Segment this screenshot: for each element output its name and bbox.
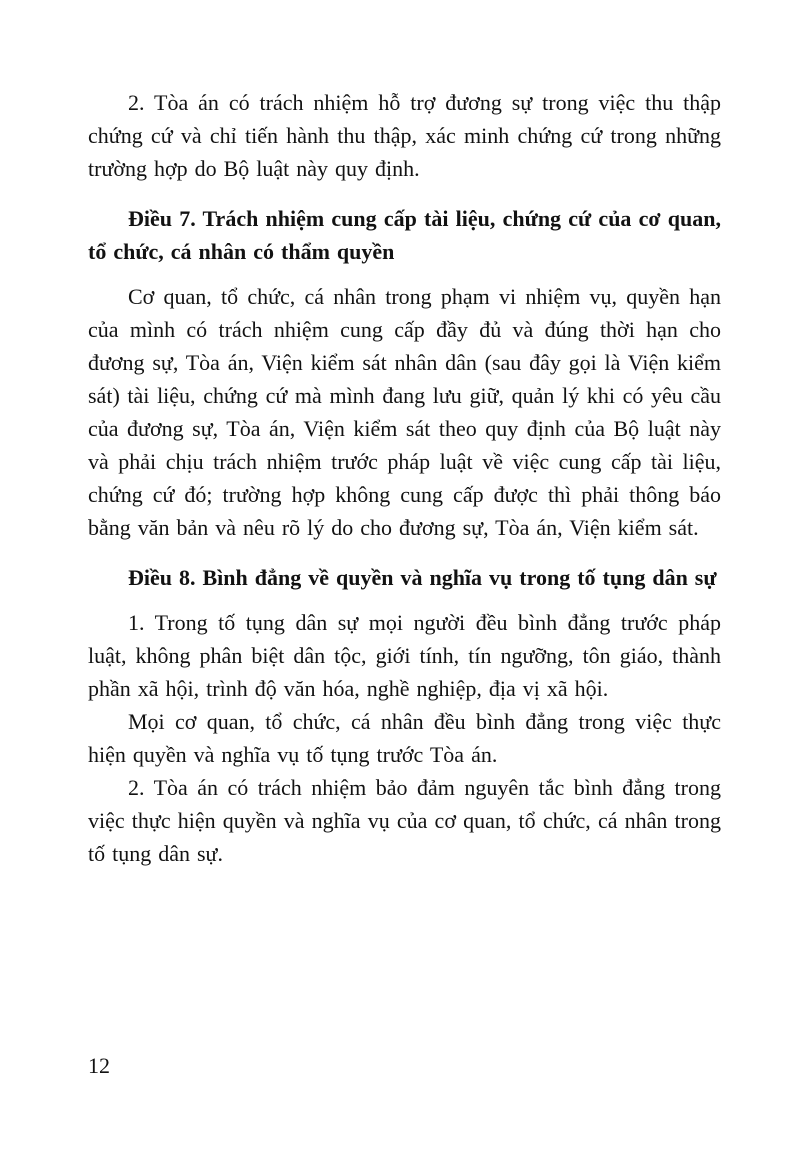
body-paragraph: 2. Tòa án có trách nhiệm bảo đảm nguyên tắc bình đẳng trong việc thực hiện quyền và nghĩa vụ của cơ quan, tổ chức, cá nhân trong tố tụng dân sự. [88, 775, 721, 866]
body-paragraph: Cơ quan, tổ chức, cá nhân trong phạm vi nhiệm vụ, quyền hạn của mình có trách nhiệm cung cấp đầy đủ và đúng thời hạn cho đương sự, Tòa án, Viện kiểm sát nhân dân (sau đây gọi là Viện kiểm sát) tài liệu, chứng cứ mà mình đang lưu giữ, quản lý khi có yêu cầu của đương sự, Tòa án, Viện kiểm sát theo quy định của Bộ luật này và phải chịu trách nhiệm trước pháp luật về việc cung cấp tài liệu, chứng cứ đó; trường hợp không cung cấp được thì phải thông báo bằng văn bản và nêu rõ lý do cho đương sự, Tòa án, Viện kiểm sát. [88, 284, 721, 540]
body-paragraph: Mọi cơ quan, tổ chức, cá nhân đều bình đẳng trong việc thực hiện quyền và nghĩa vụ tố tụng trước Tòa án. [88, 709, 721, 767]
article-heading: Điều 7. Trách nhiệm cung cấp tài liệu, chứng cứ của cơ quan, tổ chức, cá nhân có thẩm quyền [88, 206, 721, 264]
page-content [88, 86, 721, 870]
body-paragraph: 1. Trong tố tụng dân sự mọi người đều bình đẳng trước pháp luật, không phân biệt dân tộc, giới tính, tín ngưỡng, tôn giáo, thành phần xã hội, trình độ văn hóa, nghề nghiệp, địa vị xã hội. [88, 610, 721, 701]
body-paragraph: 2. Tòa án có trách nhiệm hỗ trợ đương sự trong việc thu thập chứng cứ và chỉ tiến hành thu thập, xác minh chứng cứ trong những trường hợp do Bộ luật này quy định. [88, 90, 721, 181]
page-number: 12 [88, 1053, 110, 1078]
article-heading: Điều 8. Bình đẳng về quyền và nghĩa vụ trong tố tụng dân sự [128, 565, 717, 590]
